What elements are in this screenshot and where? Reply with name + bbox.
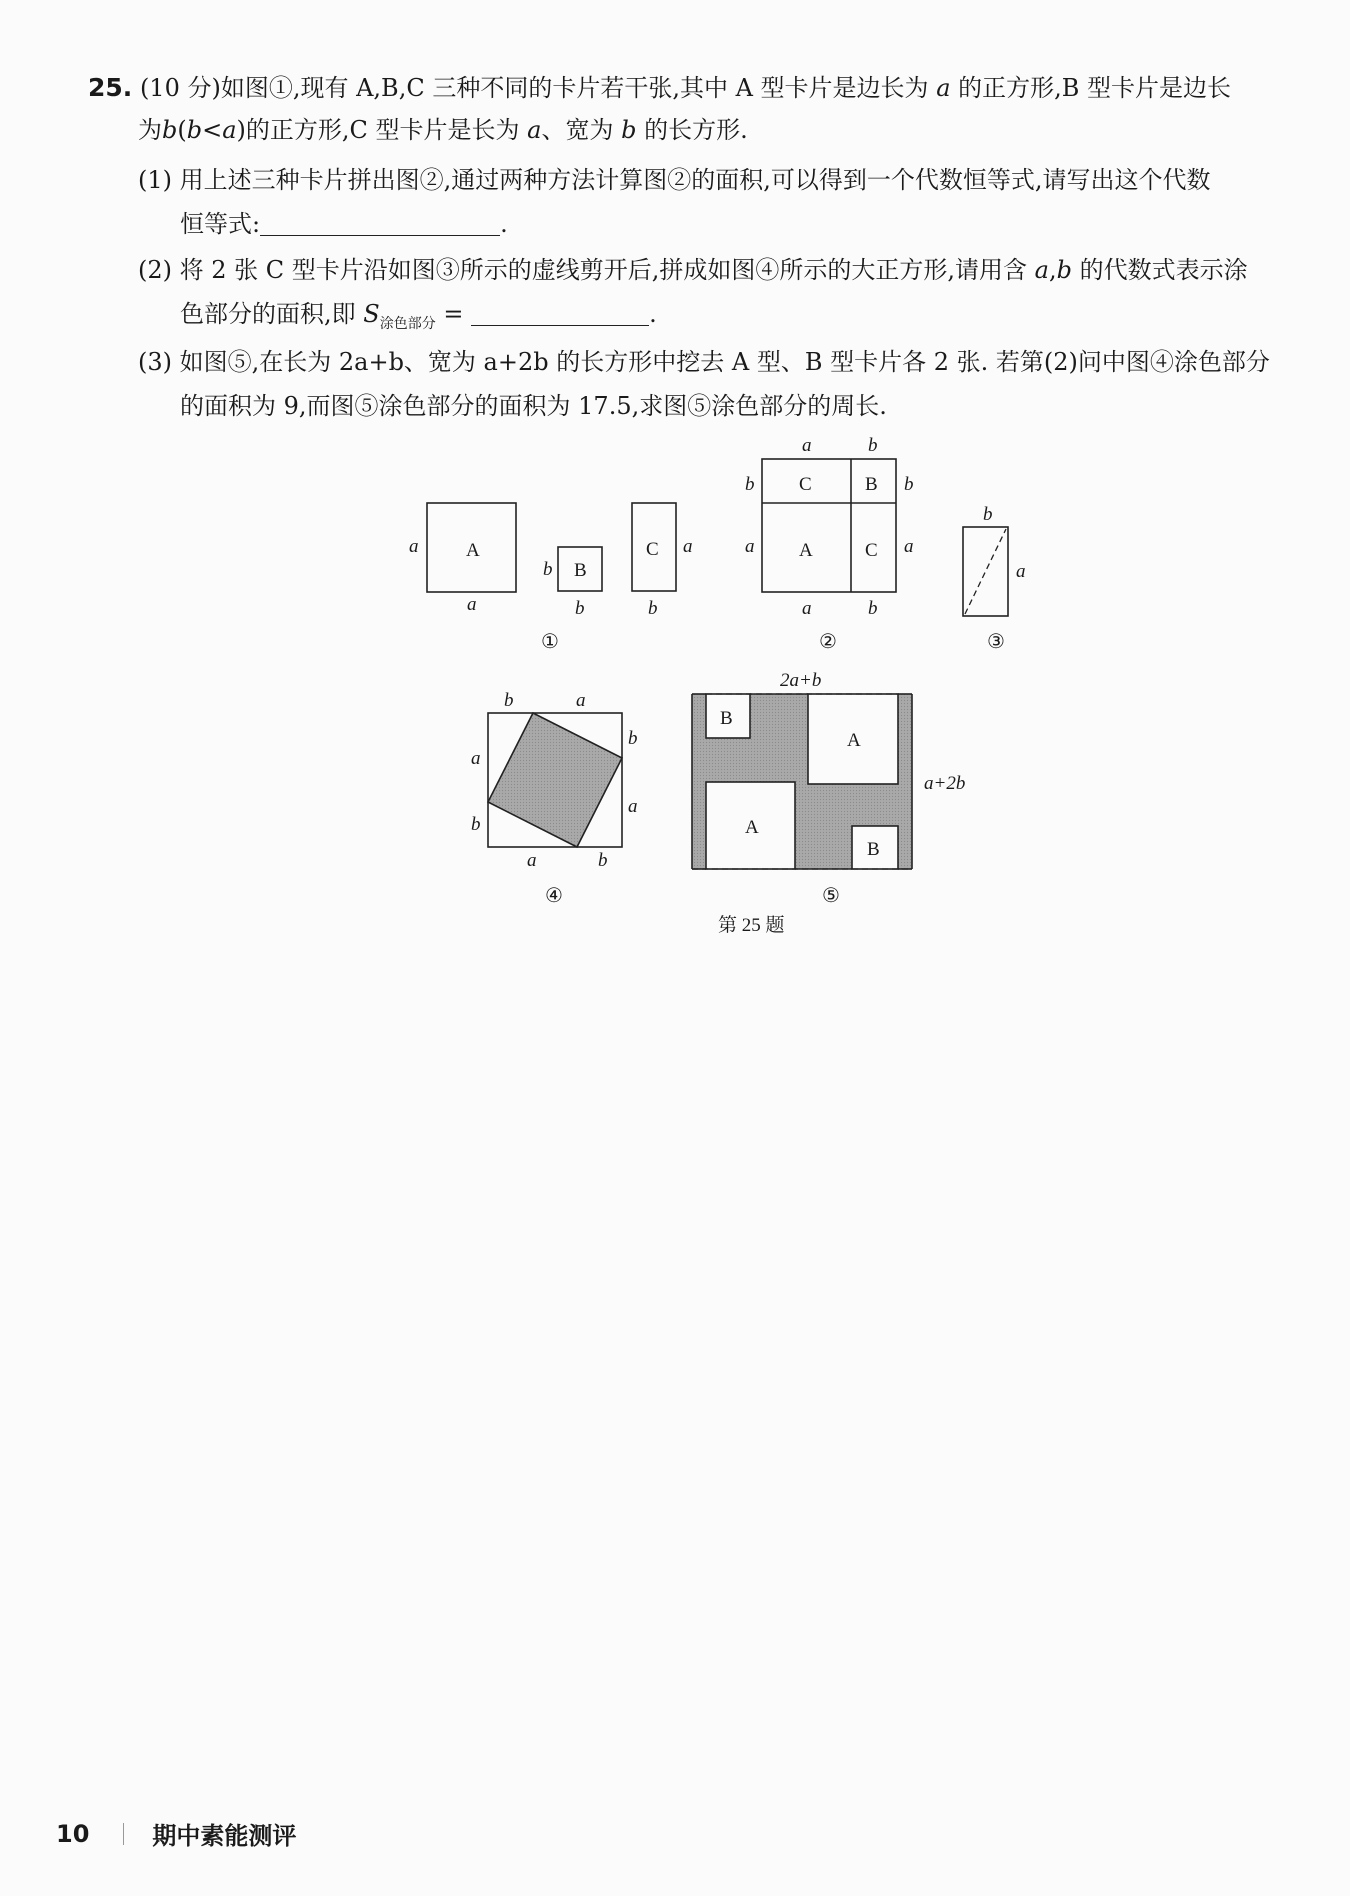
question-intro: 如图①,现有 A,B,C 三种不同的卡片若干张,其中 A 型卡片是边长为 (220, 74, 929, 102)
fig2-b-right: b (904, 474, 914, 495)
var-b: b (1056, 256, 1072, 284)
part-3-line-1: (3) 如图⑤,在长为 2a+b、宽为 a+2b 的长方形中挖去 A 型、B 型卡片各 2 张. 若第(2)问中图④涂色部分 (138, 348, 1270, 376)
fig5-card-A-top: A (847, 730, 861, 751)
fig3-label: ③ (987, 631, 1005, 653)
fig1-a-right: a (683, 536, 693, 557)
comma: , (1048, 256, 1057, 284)
section-title: 期中素能测评 (152, 1822, 297, 1850)
figure-caption: 第 25 题 (718, 915, 785, 936)
fig4-a-left: a (471, 748, 481, 769)
var-S: S (363, 300, 380, 328)
text-fragment: 色部分的面积,即 (180, 300, 356, 328)
fig5-width-label: a+2b (924, 773, 966, 794)
text-fragment: 的代数式表示涂 (1079, 256, 1248, 284)
fig2-card-B: B (865, 474, 878, 495)
var-b: b (621, 116, 637, 144)
text-fragment: 为 (138, 116, 162, 144)
part-3-line-2: 的面积为 9,而图⑤涂色部分的面积为 17.5,求图⑤涂色部分的周长. (180, 392, 887, 420)
var-a: a (527, 116, 542, 144)
fig1-b-left: b (543, 559, 553, 580)
fig2-a-top: a (802, 435, 812, 456)
fig4-b-bottom: b (598, 850, 608, 871)
fig5-card-B-bottom: B (867, 839, 880, 860)
fig2-a-bottom: a (802, 598, 812, 619)
fig1-card-C-label: C (646, 539, 659, 560)
fig4-a-right: a (628, 796, 638, 817)
fig4-a-top: a (576, 690, 586, 711)
fig1-card-A-label: A (466, 540, 480, 561)
var-a: a (936, 74, 951, 102)
fig2-b-left: b (745, 474, 755, 495)
page-footer (56, 1816, 296, 1851)
question-points: (10 分) (139, 74, 221, 102)
condition: b<a (186, 116, 237, 144)
fig4-b-right: b (628, 728, 638, 749)
text-fragment: 的正方形,C 型卡片是长为 (245, 116, 520, 144)
fig1-b-bottom-c: b (648, 598, 658, 619)
question-number: 25. (88, 73, 133, 102)
fig2-a-right: a (904, 536, 914, 557)
text-fragment: 、宽为 (541, 116, 614, 144)
fig4-a-bottom: a (527, 850, 537, 871)
fig5-label: ⑤ (822, 885, 840, 907)
fig5-card-A-bottom: A (745, 817, 759, 838)
fig4-b-top: b (504, 690, 514, 711)
fig2-b-bottom: b (868, 598, 878, 619)
fig5-card-B-top: B (720, 708, 733, 729)
fig1-a-bottom: a (467, 594, 477, 615)
fig3-a-right: a (1016, 561, 1026, 582)
fig5-length-label: 2a+b (780, 670, 822, 691)
fig1-label: ① (541, 631, 559, 653)
period: . (500, 210, 508, 238)
footer-divider (123, 1823, 124, 1845)
text-fragment: 恒等式: (180, 210, 261, 238)
period: . (649, 300, 657, 328)
fig2-label: ② (819, 631, 837, 653)
question-line-2: 为b(b<a)的正方形,C 型卡片是长为 a、宽为 b 的长方形. (138, 116, 748, 144)
page-number: 10 (56, 1819, 90, 1848)
text-fragment: (2) 将 2 张 C 型卡片沿如图③所示的虚线剪开后,拼成如图④所示的大正方形,请用含 (138, 256, 1028, 284)
fig1-b-bottom: b (575, 598, 585, 619)
text-fragment: 的长方形. (644, 116, 748, 144)
shaded-square (488, 713, 622, 847)
figure-3 (963, 527, 1008, 616)
fig2-card-C-right: C (865, 540, 878, 561)
part-1-line-1: (1) 用上述三种卡片拼出图②,通过两种方法计算图②的面积,可以得到一个代数恒等式,请写出这个代数 (138, 166, 1211, 194)
var-a: a (1034, 256, 1049, 284)
fig1-a-left: a (409, 536, 419, 557)
fig2-card-A: A (799, 540, 813, 561)
fig1-card-B-label: B (574, 560, 587, 581)
fig4-b-left: b (471, 814, 481, 835)
var-b: b (162, 116, 178, 144)
question-intro-tail: 的正方形,B 型卡片是边长 (958, 74, 1232, 102)
figure-4 (488, 713, 622, 847)
fig2-b-top: b (868, 435, 878, 456)
subscript: 涂色部分 (379, 316, 436, 332)
fig2-a-left: a (745, 536, 755, 557)
equals: = (443, 300, 464, 328)
fig2-card-C-top: C (799, 474, 812, 495)
fig3-b-top: b (983, 504, 993, 525)
fig4-label: ④ (545, 885, 563, 907)
